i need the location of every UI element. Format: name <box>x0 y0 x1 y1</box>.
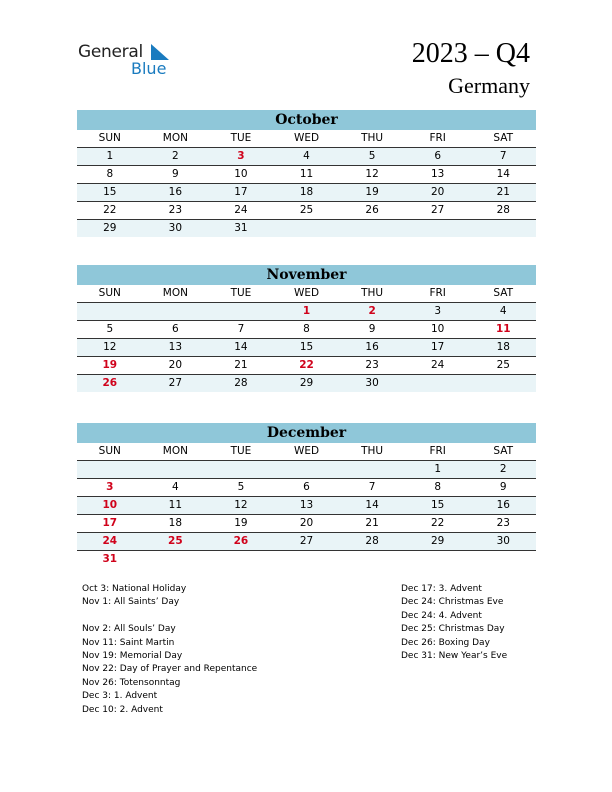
week-row <box>77 357 536 375</box>
day-cell: 22 <box>103 204 117 216</box>
day-cell: 15 <box>430 499 445 511</box>
day-cell: 21 <box>496 186 510 198</box>
day-cell: 8 <box>106 168 114 180</box>
day-cell: 23 <box>168 204 183 216</box>
weekday-label: SUN <box>98 287 121 299</box>
day-cell: 24 <box>102 535 118 547</box>
day-cell <box>339 461 405 478</box>
day-cell: 16 <box>496 499 510 511</box>
day-cell: 29 <box>299 377 314 389</box>
holiday-note: Nov 22: Day of Prayer and Repentance <box>82 664 258 675</box>
day-cell: 11 <box>168 499 183 511</box>
weekday-label: FRI <box>429 445 446 457</box>
day-cell <box>405 375 471 392</box>
weekday-label: THU <box>361 287 384 299</box>
weekday-label: TUE <box>230 132 252 144</box>
day-cell: 7 <box>237 323 245 335</box>
day-cell: 10 <box>102 499 118 511</box>
holiday-note: Nov 19: Memorial Day <box>82 651 183 662</box>
day-cell: 27 <box>168 377 183 389</box>
day-cell <box>274 551 340 568</box>
day-cell: 23 <box>365 359 379 371</box>
day-cell: 6 <box>172 323 179 335</box>
weekday-label: MON <box>162 132 188 144</box>
logo-general: General <box>78 42 143 62</box>
month-header: October <box>77 110 536 130</box>
day-cell: 20 <box>430 186 445 198</box>
day-cell: 9 <box>172 168 179 180</box>
day-cell <box>77 303 143 320</box>
day-cell: 17 <box>102 517 118 529</box>
day-cell: 9 <box>499 481 507 493</box>
day-cell: 4 <box>499 305 507 317</box>
day-cell <box>470 375 536 392</box>
month-header: November <box>77 265 536 285</box>
week-row <box>77 321 536 339</box>
day-cell: 16 <box>168 186 183 198</box>
holiday-note: Dec 3: 1. Advent <box>82 691 158 702</box>
day-cell: 2 <box>499 463 507 475</box>
holiday-note: Dec 17: 3. Advent <box>401 584 482 594</box>
day-cell: 8 <box>434 481 442 493</box>
holiday-note: Dec 25: Christmas Day <box>401 624 505 635</box>
day-cell: 10 <box>234 168 248 180</box>
day-cell <box>470 220 536 237</box>
day-cell: 25 <box>168 535 183 547</box>
weekday-label: TUE <box>230 445 252 457</box>
holiday-note: Dec 10: 2. Advent <box>82 704 163 715</box>
day-cell: 19 <box>365 186 379 198</box>
weekday-label: SUN <box>98 132 121 144</box>
holiday-note: Nov 1: All Saints’ Day <box>82 597 180 608</box>
day-cell: 9 <box>368 323 376 335</box>
day-cell: 21 <box>234 359 248 371</box>
day-cell: 7 <box>499 150 507 162</box>
day-cell: 26 <box>233 535 249 547</box>
day-cell: 22 <box>430 517 445 529</box>
logo <box>78 42 178 78</box>
day-cell: 21 <box>365 517 379 529</box>
weekday-row <box>77 443 536 461</box>
weekday-label: SAT <box>493 445 514 457</box>
day-cell: 15 <box>299 341 314 353</box>
day-cell: 28 <box>234 377 248 389</box>
logo-triangle-icon <box>151 44 169 60</box>
day-cell <box>274 461 340 478</box>
holiday-note: Dec 24: Christmas Eve <box>401 597 504 608</box>
day-cell <box>208 461 274 478</box>
day-cell: 25 <box>299 204 314 216</box>
month-november <box>77 265 536 392</box>
month-october <box>77 110 536 237</box>
holiday-note: Nov 26: Totensonntag <box>82 677 181 688</box>
day-cell: 14 <box>365 499 379 511</box>
day-cell <box>143 461 209 478</box>
day-cell: 30 <box>168 222 183 234</box>
day-cell: 27 <box>299 535 314 547</box>
day-cell: 11 <box>299 168 314 180</box>
day-cell: 26 <box>365 204 379 216</box>
day-cell: 18 <box>496 341 510 353</box>
weekday-label: MON <box>162 287 188 299</box>
day-cell: 23 <box>496 517 510 529</box>
day-cell: 13 <box>299 499 314 511</box>
day-cell <box>339 551 405 568</box>
day-cell: 24 <box>430 359 445 371</box>
day-cell: 25 <box>496 359 510 371</box>
day-cell: 31 <box>102 553 118 565</box>
holiday-list-left <box>82 583 257 717</box>
logo-blue: Blue <box>131 59 167 78</box>
weekday-label: WED <box>293 287 320 299</box>
country-name: Germany <box>448 73 530 98</box>
day-cell: 13 <box>168 341 183 353</box>
day-cell: 29 <box>430 535 445 547</box>
week-row <box>77 533 536 551</box>
weekday-label: WED <box>293 445 320 457</box>
day-cell: 12 <box>234 499 248 511</box>
day-cell <box>470 551 536 568</box>
day-cell: 4 <box>172 481 179 493</box>
day-cell: 2 <box>368 305 376 317</box>
weekday-row <box>77 130 536 148</box>
day-cell: 5 <box>237 481 245 493</box>
day-cell: 19 <box>234 517 248 529</box>
day-cell: 2 <box>172 150 179 162</box>
week-row <box>77 339 536 357</box>
day-cell: 6 <box>303 481 310 493</box>
week-row <box>77 166 536 184</box>
weekday-label: THU <box>361 445 384 457</box>
week-row <box>77 220 536 237</box>
week-row <box>77 515 536 533</box>
week-row <box>77 202 536 220</box>
day-cell: 18 <box>299 186 314 198</box>
weekday-label: SAT <box>493 132 514 144</box>
holiday-note: Dec 24: 4. Advent <box>401 610 482 621</box>
week-row <box>77 184 536 202</box>
day-cell: 29 <box>103 222 117 234</box>
week-row <box>77 479 536 497</box>
day-cell <box>339 220 405 237</box>
day-cell: 12 <box>103 341 117 353</box>
day-cell: 1 <box>302 305 311 317</box>
day-cell: 27 <box>430 204 445 216</box>
day-cell: 24 <box>234 204 248 216</box>
day-cell: 3 <box>106 481 114 493</box>
day-cell: 13 <box>430 168 445 180</box>
day-cell: 17 <box>234 186 248 198</box>
weekday-label: FRI <box>429 132 446 144</box>
day-cell: 7 <box>368 481 376 493</box>
day-cell <box>405 220 471 237</box>
month-december <box>77 423 536 568</box>
week-row <box>77 375 536 392</box>
day-cell <box>208 303 274 320</box>
day-cell: 15 <box>103 186 117 198</box>
week-row <box>77 551 536 568</box>
weekday-row <box>77 285 536 303</box>
holiday-list-right <box>401 583 507 663</box>
month-header: December <box>77 423 536 443</box>
day-cell: 3 <box>434 305 442 317</box>
day-cell <box>143 551 209 568</box>
day-cell: 18 <box>168 517 183 529</box>
day-cell: 30 <box>496 535 510 547</box>
weekday-label: SUN <box>98 445 121 457</box>
day-cell: 8 <box>303 323 310 335</box>
weekday-label: WED <box>293 132 320 144</box>
holiday-note: Dec 31: New Year’s Eve <box>401 651 508 662</box>
day-cell <box>208 551 274 568</box>
day-cell: 4 <box>303 150 310 162</box>
day-cell: 20 <box>168 359 183 371</box>
day-cell: 14 <box>234 341 248 353</box>
weekday-label: FRI <box>429 287 446 299</box>
week-row <box>77 148 536 166</box>
day-cell: 11 <box>495 323 511 335</box>
day-cell: 30 <box>365 377 379 389</box>
day-cell: 14 <box>496 168 510 180</box>
day-cell <box>274 220 340 237</box>
week-row <box>77 497 536 515</box>
page-title: 2023 – Q4 <box>411 38 530 69</box>
holiday-note: Oct 3: National Holiday <box>82 584 187 594</box>
day-cell <box>143 303 209 320</box>
day-cell: 1 <box>434 463 442 475</box>
weekday-label: TUE <box>230 287 252 299</box>
day-cell: 6 <box>434 150 442 162</box>
holiday-note: Nov 2: All Souls’ Day <box>82 624 176 635</box>
day-cell: 5 <box>368 150 376 162</box>
day-cell: 28 <box>496 204 510 216</box>
day-cell <box>405 551 471 568</box>
week-row <box>77 303 536 321</box>
day-cell: 26 <box>102 377 118 389</box>
weekday-label: MON <box>162 445 188 457</box>
day-cell: 28 <box>365 535 379 547</box>
weekday-label: THU <box>361 132 384 144</box>
day-cell: 19 <box>102 359 118 371</box>
week-row <box>77 461 536 479</box>
day-cell: 20 <box>299 517 314 529</box>
day-cell: 31 <box>234 222 248 234</box>
holiday-note: Dec 26: Boxing Day <box>401 637 490 648</box>
day-cell <box>77 461 143 478</box>
holiday-note <box>82 610 257 623</box>
weekday-label: SAT <box>493 287 514 299</box>
day-cell: 17 <box>430 341 445 353</box>
day-cell: 22 <box>299 359 314 371</box>
day-cell: 3 <box>237 150 245 162</box>
day-cell: 16 <box>365 341 379 353</box>
day-cell: 1 <box>106 150 114 162</box>
day-cell: 12 <box>365 168 379 180</box>
day-cell: 10 <box>430 323 445 335</box>
holiday-note: Nov 11: Saint Martin <box>82 637 175 648</box>
day-cell: 5 <box>106 323 114 335</box>
